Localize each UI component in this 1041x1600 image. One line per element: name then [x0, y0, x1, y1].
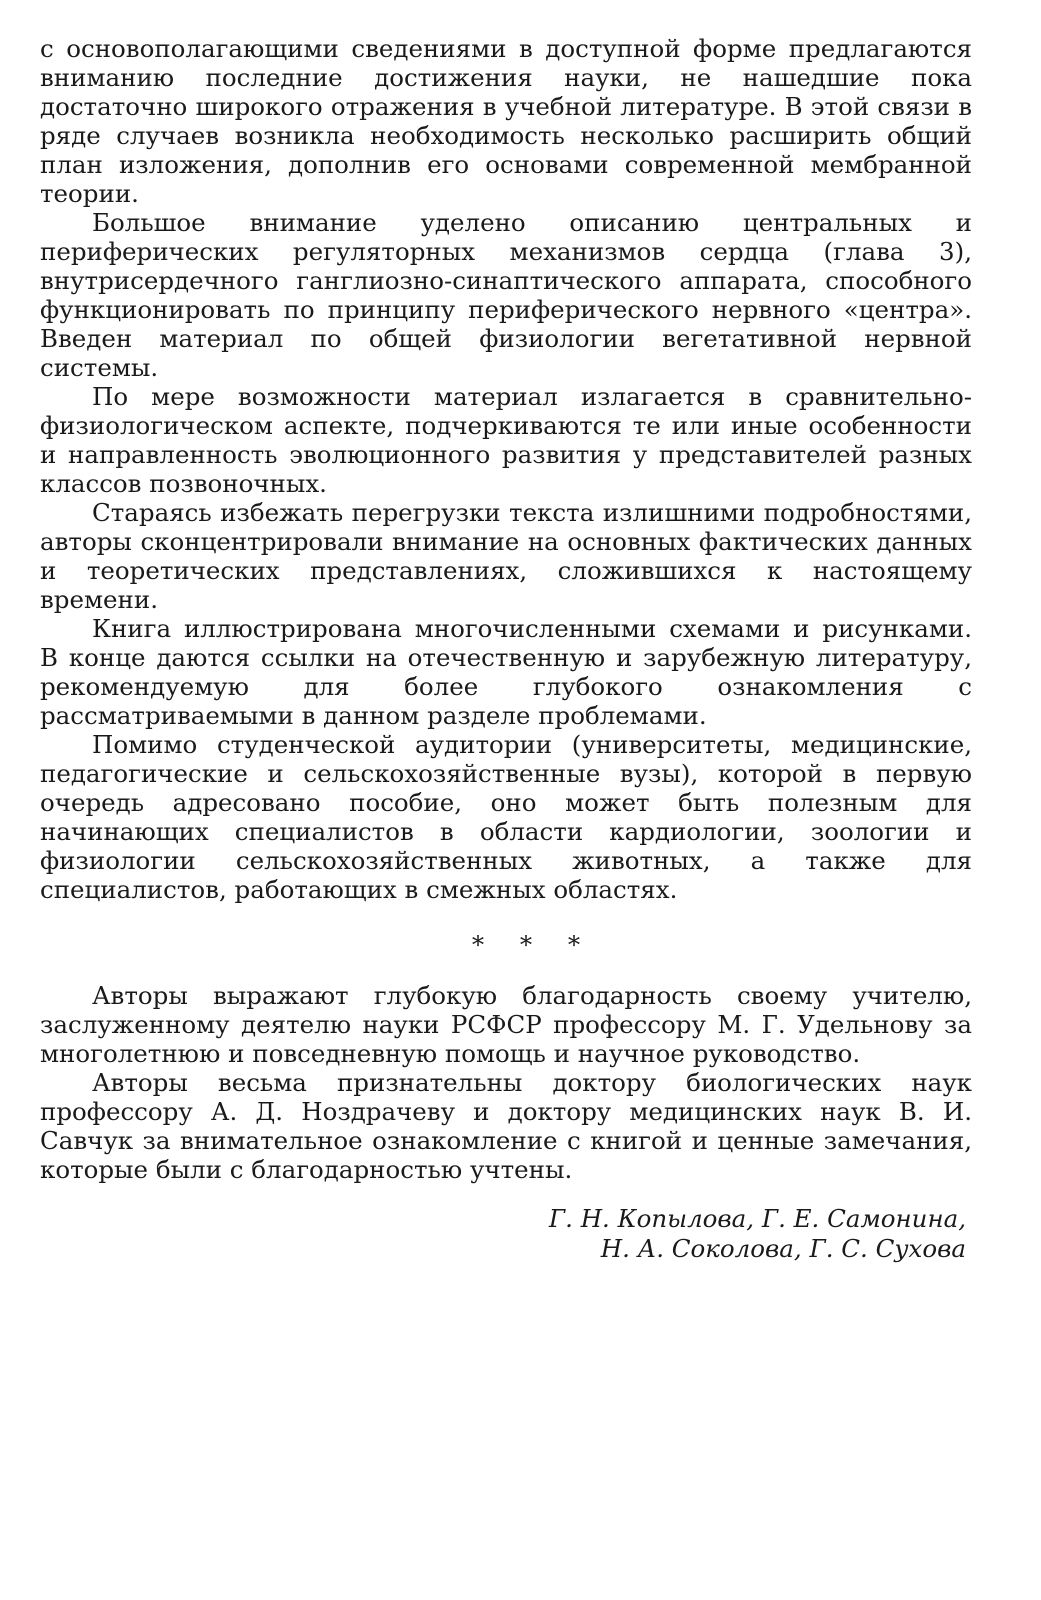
document-page: [40, 34, 972, 1264]
paragraph-acknowledgement-reviewers: Авторы весьма признательны доктору биологических наук профессору А. Д. Ноздрачеву и доктору медицинских наук В. И. Савчук за внимательное ознакомление с книгой и ценные замечания, которые были с благодарностью учтены.: [40, 1068, 972, 1184]
authors-signature: [40, 1204, 972, 1264]
paragraph-intro-continuation: с основополагающими сведениями в доступной форме предлагаются вниманию последние достижения науки, не нашедшие пока достаточно широкого отражения в учебной литературе. В этой связи в ряде случаев возникла необходимость несколько расширить общий план изложения, дополнив его основами современной мембранной теории.: [40, 34, 972, 208]
paragraph-regulatory-mechanisms: Большое внимание уделено описанию центральных и периферических регуляторных механизмов сердца (глава 3), внутрисердечного ганглиозно-синаптического аппарата, способного функционировать по принципу периферического нервного «центра». Введен материал по общей физиологии вегетативной нервной системы.: [40, 208, 972, 382]
signature-line-2: Н. А. Соколова, Г. С. Сухова: [600, 1234, 966, 1263]
paragraph-comparative-aspect: По мере возможности материал излагается в сравнительно-физиологическом аспекте, подчеркиваются те или иные особенности и направленность эволюционного развития у представителей разных классов позвоночных.: [40, 382, 972, 498]
paragraph-audience: Помимо студенческой аудитории (университеты, медицинские, педагогические и сельскохозяйственные вузы), которой в первую очередь адресовано пособие, оно может быть полезным для начинающих специалистов в области кардиологии, зоологии и физиологии сельскохозяйственных животных, а также для специалистов, работающих в смежных областях.: [40, 730, 972, 904]
signature-line-1: Г. Н. Копылова, Г. Е. Самонина,: [548, 1204, 966, 1233]
paragraph-focus: Стараясь избежать перегрузки текста излишними подробностями, авторы сконцентрировали внимание на основных фактических данных и теоретических представлениях, сложившихся к настоящему времени.: [40, 498, 972, 614]
paragraph-acknowledgement-teacher: Авторы выражают глубокую благодарность своему учителю, заслуженному деятелю науки РСФСР профессору М. Г. Удельнову за многолетнюю и повседневную помощь и научное руководство.: [40, 981, 972, 1068]
paragraph-illustrations: Книга иллюстрирована многочисленными схемами и рисунками. В конце даются ссылки на отечественную и зарубежную литературу, рекомендуемую для более глубокого ознакомления с рассматриваемыми в данном разделе проблемами.: [40, 614, 972, 730]
section-separator: * * *: [471, 930, 581, 959]
